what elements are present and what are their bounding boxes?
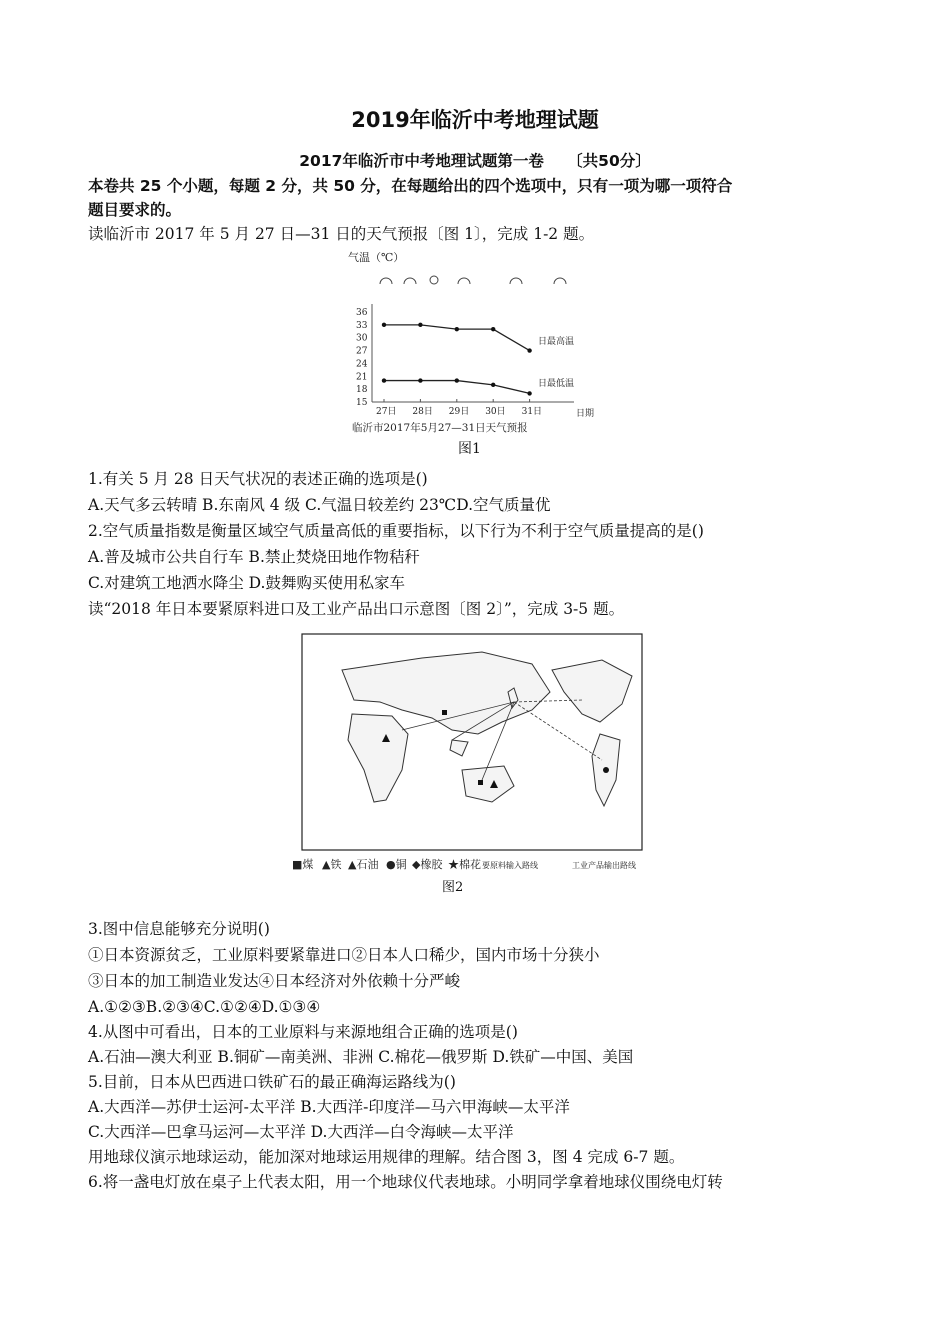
high-temp-point <box>527 348 531 352</box>
question-2-options-ab: A.普及城市公共自行车 B.禁止焚烧田地作物秸秆 <box>88 548 420 566</box>
y-tick-label: 15 <box>356 398 368 408</box>
cloud-icon <box>510 278 522 284</box>
y-tick-label: 36 <box>356 308 368 318</box>
intro-figure1: 读临沂市 2017 年 5 月 27 日—31 日的天气预报〔图 1〕，完成 1-2 题。 <box>88 225 595 243</box>
legend-coal: ■煤 <box>292 858 314 871</box>
y-tick-label: 33 <box>356 320 368 331</box>
x-tick-label: 31日 <box>521 407 543 417</box>
y-tick-label: 18 <box>356 385 368 396</box>
question-6: 6.将一盏电灯放在桌子上代表太阳，用一个地球仪代表地球。小明同学拿着地球仪围绕电灯转 <box>88 1173 723 1191</box>
low-temp-point <box>527 391 531 395</box>
low-temp-point <box>382 378 386 382</box>
question-5-options-ab: A.大西洋—苏伊士运河-太平洋 B.大西洋-印度洋—马六甲海峡—太平洋 <box>88 1098 570 1116</box>
question-3-statement-34: ③日本的加工制造业发达④日本经济对外依赖十分严峻 <box>88 972 461 990</box>
question-2-options-cd: C.对建筑工地洒水降尘 D.鼓舞购买使用私家车 <box>88 574 405 592</box>
chart-caption: 临沂市2017年5月27—31日天气预报 <box>352 422 528 434</box>
cloud-icon <box>380 278 392 284</box>
page-title: 2019年临沂中考地理试题 <box>351 108 599 132</box>
high-temp-label: 日最高温 <box>538 337 575 347</box>
low-temp-point <box>455 378 459 382</box>
x-tick-label: 29日 <box>448 407 470 417</box>
legend-cotton: ★棉花 <box>448 858 481 871</box>
y-tick-label: 30 <box>356 333 368 344</box>
question-3-statement-12: ①日本资源贫乏，工业原料要紧靠进口②日本人口稀少，国内市场十分狭小 <box>88 946 600 964</box>
high-temp-point <box>418 323 422 327</box>
cloud-icon <box>554 278 566 284</box>
intro-figure2: 读“2018 年日本要紧原料进口及工业产品出口示意图〔图 2〕”，完成 3-5 题。 <box>88 600 625 618</box>
x-tick-label: 28日 <box>412 407 433 417</box>
legend-rubber: ◆橡胶 <box>412 858 443 871</box>
figure-1-label: 图1 <box>458 441 481 457</box>
x-axis-unit: 日期 <box>576 409 595 419</box>
x-tick-label: 30日 <box>485 407 506 417</box>
question-4-options: A.石油—澳大利亚 B.铜矿—南美洲、非洲 C.棉花—俄罗斯 D.铁矿—中国、美国 <box>88 1048 634 1066</box>
high-temp-point <box>382 323 386 327</box>
question-4: 4.从图中可看出，日本的工业原料与来源地组合正确的选项是() <box>88 1023 518 1041</box>
chart-ylabel: 气温（℃） <box>348 251 405 264</box>
question-5-options-cd: C.大西洋—巴拿马运河—太平洋 D.大西洋—白令海峡—太平洋 <box>88 1123 514 1141</box>
cloud-icon <box>404 278 416 284</box>
intro-figure3-4: 用地球仪演示地球运动，能加深对地球运用规律的理解。结合图 3，图 4 完成 6-7 题。 <box>88 1148 685 1166</box>
question-5: 5.目前，日本从巴西进口铁矿石的最正确海运路线为() <box>88 1073 456 1091</box>
figure-2-label: 图2 <box>442 880 464 895</box>
low-temp-label: 日最低温 <box>538 379 575 389</box>
high-temp-point <box>491 327 495 331</box>
question-2: 2.空气质量指数是衡量区域空气质量高低的重要指标，以下行为不利于空气质量提高的是() <box>88 522 704 540</box>
low-temp-point <box>491 383 495 387</box>
y-tick-label: 24 <box>356 359 368 370</box>
cloud-icon <box>458 278 470 284</box>
low-temp-point <box>418 378 422 382</box>
world-map <box>282 630 672 880</box>
legend-oil: ▲石油 <box>348 858 379 871</box>
instructions-line-2: 题目要求的。 <box>88 201 182 219</box>
legend-export-route: 工业产品输出路线 <box>572 861 636 870</box>
coal-marker <box>442 710 447 715</box>
coal-marker <box>478 780 483 785</box>
legend-import-route: 要原料输入路线 <box>482 861 538 870</box>
question-1: 1.有关 5 月 28 日天气状况的表述正确的选项是() <box>88 470 428 488</box>
weather-chart <box>340 250 600 462</box>
high-temp-point <box>455 327 459 331</box>
question-1-options: A.天气多云转晴 B.东南风 4 级 C.气温日较差约 23℃D.空气质量优 <box>88 496 551 514</box>
copper-marker <box>603 767 609 773</box>
question-3: 3.图中信息能够充分说明() <box>88 920 270 938</box>
figure-2 <box>282 630 672 895</box>
y-tick-label: 21 <box>356 372 368 383</box>
legend-copper: ●铜 <box>386 858 407 871</box>
instructions-line-1: 本卷共 25 个小题，每题 2 分，共 50 分，在每题给出的四个选项中，只有一项为哪一项符合 <box>88 177 733 195</box>
question-3-options: A.①②③B.②③④C.①②④D.①③④ <box>88 998 321 1016</box>
legend-iron: ▲铁 <box>322 858 342 871</box>
page-subtitle: 2017年临沂市中考地理试题第一卷 〔共50分〕 <box>299 152 651 170</box>
sun-icon <box>430 276 438 284</box>
figure-1 <box>340 250 600 462</box>
y-tick-label: 27 <box>356 346 368 357</box>
weather-icons <box>380 276 566 284</box>
x-tick-label: 27日 <box>376 407 397 417</box>
